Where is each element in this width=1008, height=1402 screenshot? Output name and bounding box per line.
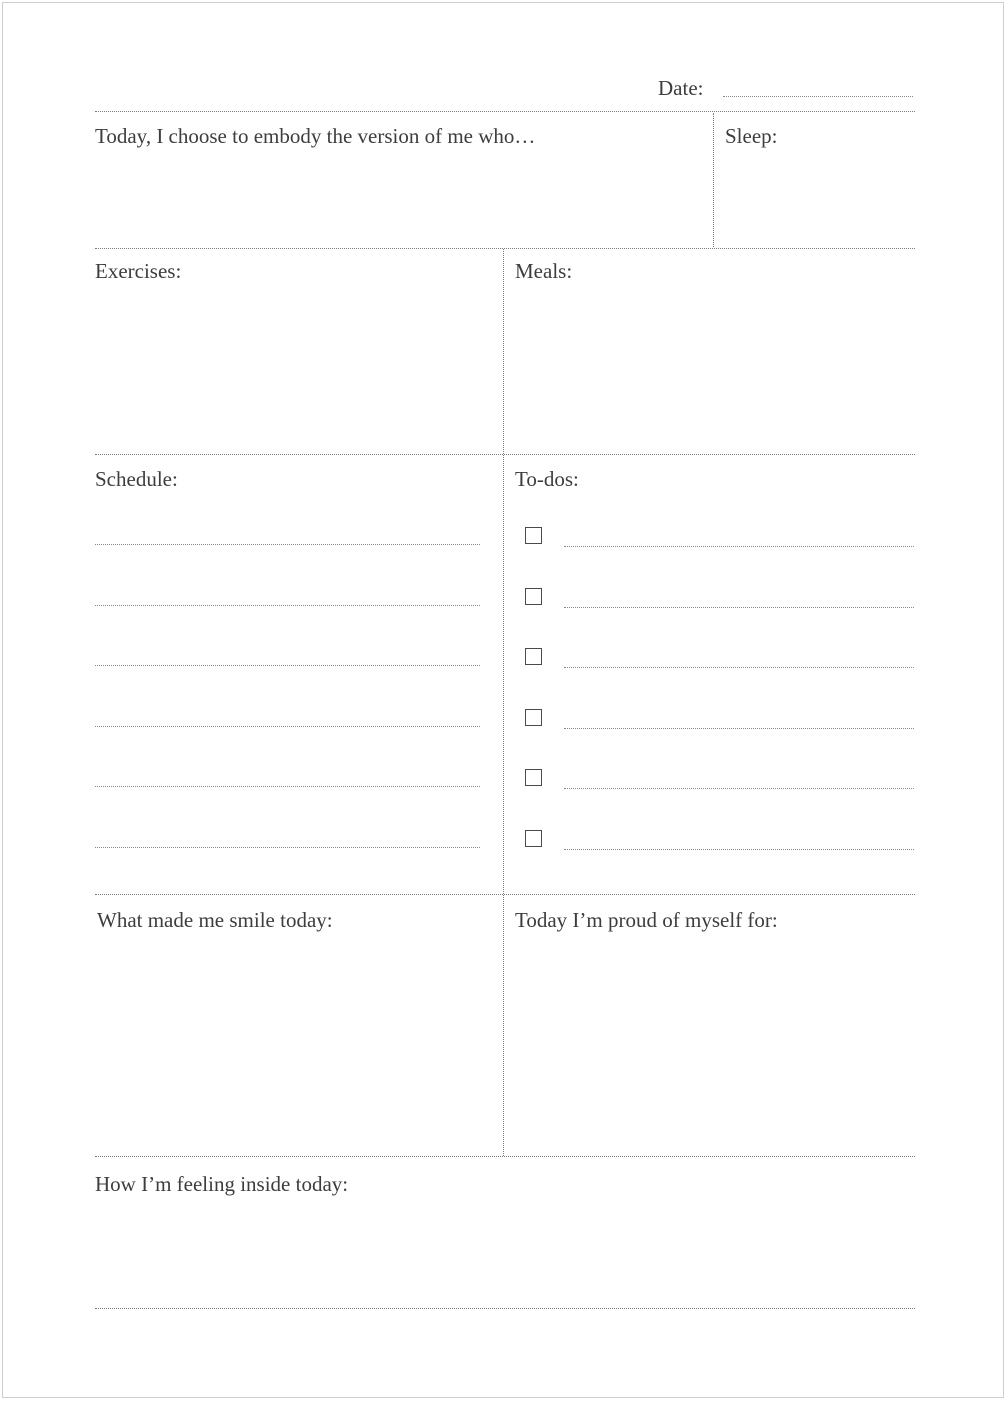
embody-label: Today, I choose to embody the version of me who… [95, 124, 536, 148]
todo-checkbox[interactable] [525, 648, 542, 665]
planner-page [2, 2, 1004, 1398]
divider-row-4 [95, 894, 915, 895]
todo-line[interactable] [564, 849, 914, 850]
todo-line[interactable] [564, 788, 914, 789]
exercises-label: Exercises: [95, 259, 182, 283]
embody-write-area[interactable] [95, 153, 705, 243]
schedule-line[interactable] [95, 726, 480, 727]
proud-write-area[interactable] [515, 939, 913, 1149]
exercises-write-area[interactable] [95, 289, 495, 449]
schedule-line[interactable] [95, 665, 480, 666]
feeling-label: How I’m feeling inside today: [95, 1172, 349, 1196]
schedule-line[interactable] [95, 605, 480, 606]
meals-write-area[interactable] [515, 289, 913, 449]
todo-checkbox[interactable] [525, 588, 542, 605]
schedule-line[interactable] [95, 786, 480, 787]
divider-top [95, 111, 915, 112]
schedule-label: Schedule: [95, 467, 178, 491]
divider-bottom [95, 1308, 915, 1309]
todo-checkbox[interactable] [525, 527, 542, 544]
meals-label: Meals: [515, 259, 573, 283]
divider-col-middle [503, 249, 504, 1156]
todo-line[interactable] [564, 607, 914, 608]
smile-write-area[interactable] [95, 939, 495, 1149]
divider-embody-sleep [713, 113, 714, 247]
divider-row-2 [95, 248, 915, 249]
todo-checkbox[interactable] [525, 830, 542, 847]
todo-line[interactable] [564, 546, 914, 547]
divider-row-5 [95, 1156, 915, 1157]
date-label: Date: [658, 76, 704, 100]
sleep-write-area[interactable] [725, 153, 913, 243]
todo-line[interactable] [564, 667, 914, 668]
feeling-write-area[interactable] [95, 1203, 913, 1303]
proud-label: Today I’m proud of myself for: [515, 908, 778, 932]
divider-row-3 [95, 454, 915, 455]
schedule-line[interactable] [95, 847, 480, 848]
date-write-line[interactable] [723, 96, 913, 97]
schedule-line[interactable] [95, 544, 480, 545]
todo-checkbox[interactable] [525, 709, 542, 726]
smile-label: What made me smile today: [97, 908, 333, 932]
todo-checkbox[interactable] [525, 769, 542, 786]
todos-label: To-dos: [515, 467, 579, 491]
todo-line[interactable] [564, 728, 914, 729]
sleep-label: Sleep: [725, 124, 778, 148]
